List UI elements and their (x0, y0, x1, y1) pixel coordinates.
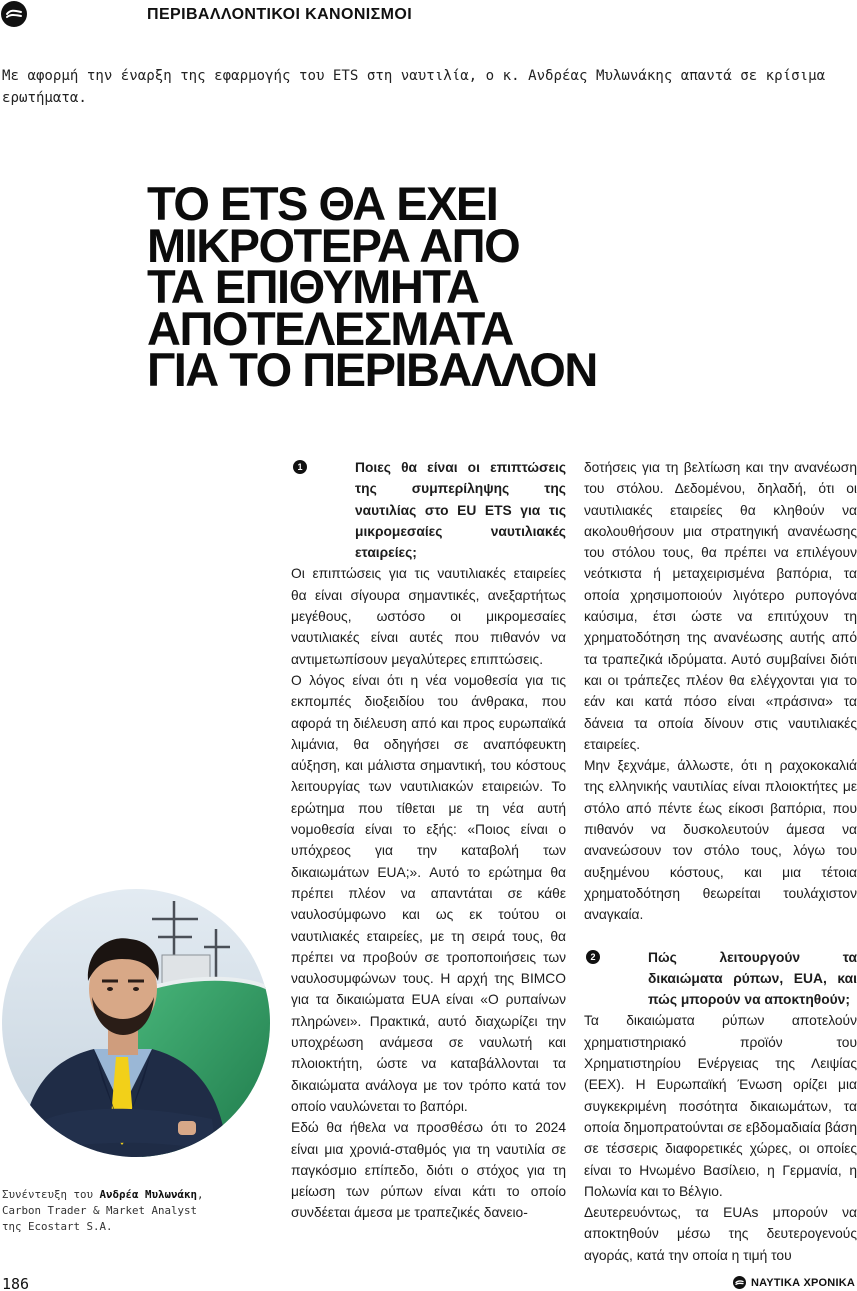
paragraph: Οι επιπτώσεις για τις ναυτιλιακές εταιρείες θα είναι σίγουρα σημαντικές, ανεξαρτήτως μεγέθους, ωστόσο οι μικρομεσαίες ναυτιλιακές είναι αυτές που πιθανόν να αντιμετωπίσουν μεγαλύτερες επιπτώσεις. (291, 566, 566, 667)
page-number: 186 (2, 1275, 30, 1291)
question-1 (291, 457, 566, 563)
headline-line: ΜΙΚΡΟΤΕΡΑ ΑΠΟ (147, 218, 520, 272)
question-number-badge: 2 (586, 950, 600, 964)
caption-comma: , (197, 1188, 204, 1201)
headline-line: ΤΟ ETS ΘΑ ΕΧΕΙ (147, 177, 498, 230)
caption-prefix: Συνέντευξη του (2, 1188, 94, 1201)
paragraph: δοτήσεις για τη βελτίωση και την ανανέωση του στόλου. Δεδομένου, δηλαδή, ότι οι ναυτιλιακές εταιρείες θα κληθούν να ακολουθήσουν μια στρατηγική ανανέωσης του στόλου τους, θα πρέπει να επιλέγουν νεότκιστα ή μεταχειρισμένα βαπόρια, τα οποία χρησιμοποιούν λιγότερο ρυπογόνα καύσιμα, έτσι ώστε να επιτύχουν τη χρηματοδότηση της ανανέωσης αυτής από τα τραπεζικά ιδρύματα. Αυτό συμβαίνει διότι και οι τράπεζες πλέον θα ελέγχονται για το εάν και κατά πόσο είναι «πράσινα» τα δάνεια τα οποία δίνουν στις ναυτιλιακές εταιρείες. (584, 460, 857, 752)
headline (147, 177, 767, 396)
headline-line: ΑΠΟΤΕΛΕΣΜΑΤΑ (147, 301, 513, 355)
brand-name: ΝΑΥΤΙΚΑ ΧΡΟΝΙΚΑ (750, 1276, 855, 1289)
question-text: Ποιες θα είναι οι επιπτώσεις της συμπερίληψης της ναυτιλίας στο EU ETS για τις μικρομεσαίες ναυτιλιακές εταιρείες; (355, 460, 566, 561)
paragraph: Μην ξεχνάμε, άλλωστε, ότι η ραχοκοκαλιά της ελληνικής ναυτιλίας είναι πλοιοκτήτες με στόλο από πέντε έως είκοσι βαπόρια, που πιθανόν να δυσκολευτούν άμεσα να ανανεώσουν τον στόλο τους, λόγω του αυξημένου κόστους, και μια τέτοια χρηματοδότηση θεωρείται τουλάχιστον αναγκαία. (584, 758, 857, 923)
intro-text: Με αφορμή την έναρξη της εφαρμογής του ETS στη ναυτιλία, ο κ. Ανδρέας Μυλωνάκης απαντά σε κρίσιμα ερωτήματα. (2, 68, 826, 106)
caption-name: Ανδρέα Μυλωνάκη (99, 1188, 198, 1201)
magazine-logo-icon (1, 1, 27, 27)
question-number-badge: 1 (293, 460, 307, 474)
paragraph: Ο λόγος είναι ότι η νέα νομοθεσία για τις εκπομπές διοξειδίου του άνθρακα, που αφορά τη διέλευση από και προς ευρωπαϊκά λιμάνια, θα οδηγήσει σε αναπόφευκτη αύξηση, και μάλιστα σημαντική, του κόστους λειτουργίας των ναυτιλιακών εταιρειών. Το ερώτημα που τίθεται με τη νέα αυτή νομοθεσία είναι το εξής: «Ποιος είναι ο υπόχρεος για την καταβολή των δικαιωμάτων EUA;». Αυτό το ερώτημα θα πρέπει πλέον να απαντάται σε κάθε ναυλοσύμφωνο και ως εκ τούτου οι ναυτιλιακές εταιρείες, με τη σειρά τους, θα πρέπει να προβούν σε τροποποιήσεις των ναυλοσυμφώνων τους. Η αρχή της BIMCO για τα δικαιώματα EUA είναι «Ο ρυπαίνων πληρώνει». Πρακτικά, αυτό διαχωρίζει την υποχρέωση ανάμεσα σε ναυλωτή και πλοιοκτήτη, ώστε να καταβάλλονται τα δικαιώματα ανάλογα με τον τρόπο κατά τον οποίο ναυλώνεται το βαπόρι. (291, 672, 566, 1114)
headline-line: ΤΑ ΕΠΙΘΥΜΗΤΑ (147, 260, 479, 313)
question-2 (584, 947, 857, 1011)
photo-caption (2, 1187, 272, 1235)
paragraph: Τα δικαιώματα ρύπων αποτελούν χρηματιστηριακό προϊόν του Χρηματιστηρίου Ενέργειας της Λειψίας (EEX). Η Ευρωπαϊκή Ένωση ορίζει μια συγκεκριμένη ποσότητα δικαιωμάτων, τα οποία δημοπρατούνται σε εβδομαδιαία βάση σε τέσσερις διαφορετικές χώρες, οι οποίες είναι το Ηνωμένο Βασίλειο, η Γερμανία, η Πολωνία και το Βέλγιο. (584, 1013, 857, 1199)
section-title: ΠΕΡΙΒΑΛΛΟΝΤΙΚΟΙ ΚΑΝΟΝΙΣΜΟΙ (147, 6, 413, 23)
caption-role: Carbon Trader & Market Analyst (2, 1204, 198, 1217)
brand-logo-icon (733, 1276, 746, 1289)
paragraph: Εδώ θα ήθελα να προσθέσω ότι το 2024 είναι μια χρονιά-σταθμός για τη ναυτιλία σε παγκόσμιο επίπεδο, διότι ο στόχος για τη μείωση των ρύπων είναι κάτι το οποίο συνδέεται άμεσα με τραπεζικές δανειο- (291, 1120, 566, 1221)
article-column-left (291, 457, 566, 1224)
paragraph: Δευτερευόντως, τα EUAs μπορούν να αποκτηθούν μέσω της δευτερογενούς αγοράς, κατά την οποία η τιμή του (584, 1205, 857, 1263)
article-column-right (584, 457, 857, 1266)
caption-company: της Ecostart S.A. (2, 1220, 113, 1233)
footer-brand (733, 1276, 855, 1289)
headline-line: ΓΙΑ ΤΟ ΠΕΡΙΒΑΛΛΟΝ (147, 343, 597, 396)
interviewee-portrait (2, 889, 270, 1157)
question-text: Πώς λειτουργούν τα δικαιώματα ρύπων, EUA, και πώς μπορούν να αποκτηθούν; (648, 949, 857, 1008)
